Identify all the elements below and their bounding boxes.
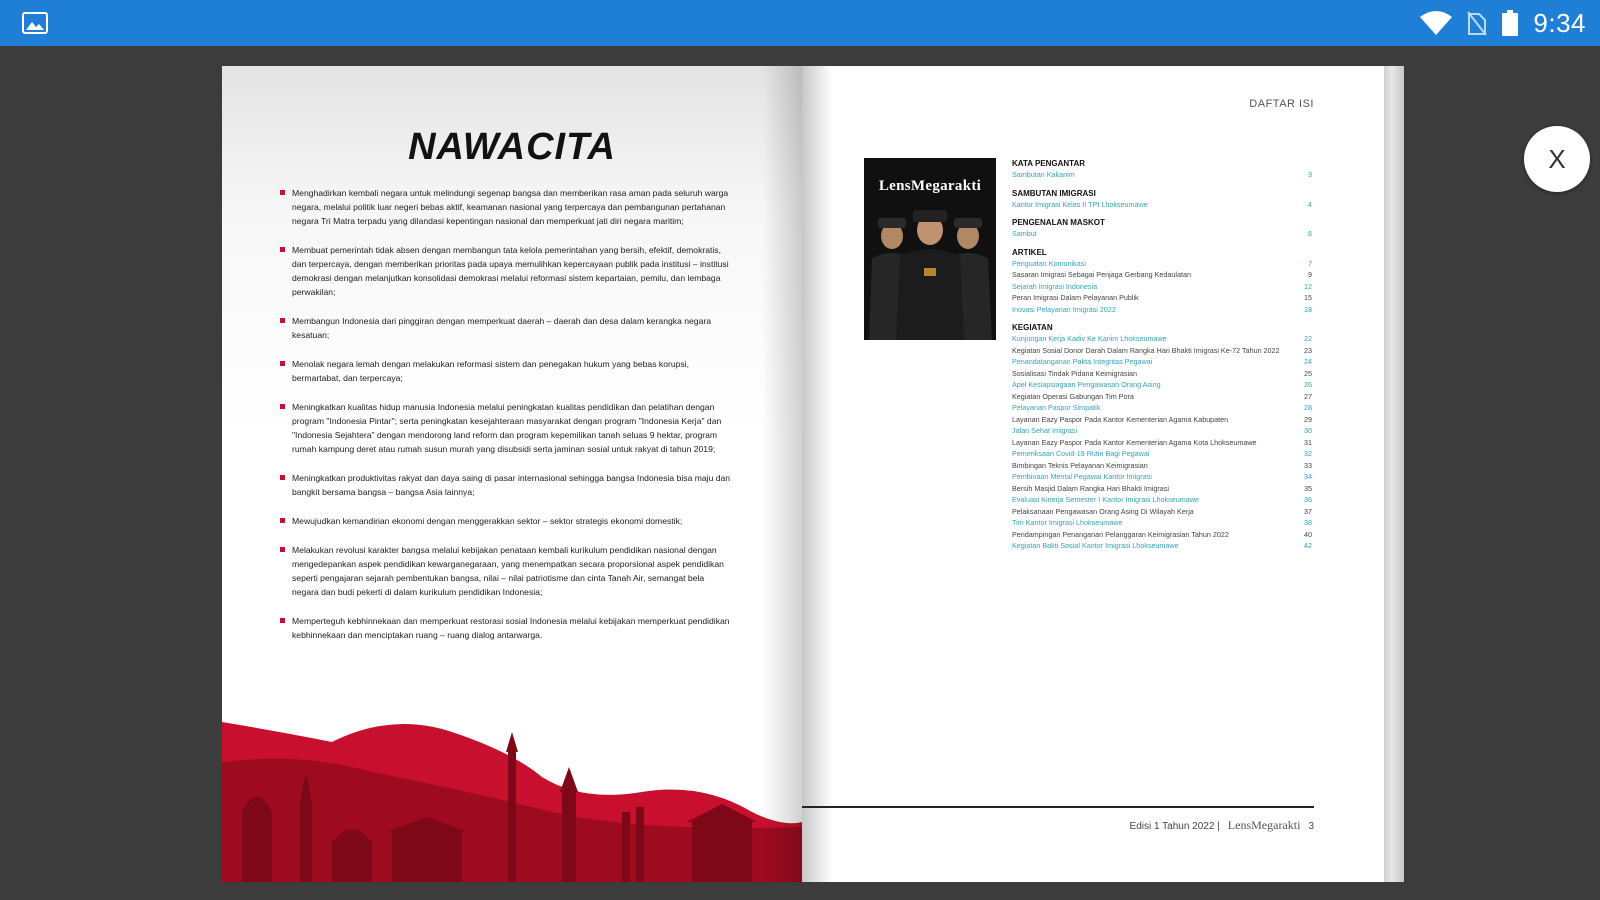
toc-heading: ARTIKEL: [1012, 247, 1047, 257]
toc-heading: KATA PENGANTAR: [1012, 159, 1086, 168]
toc-link[interactable]: Penandatanganan Pakta Integritas Pegawai 24: [1012, 357, 1312, 366]
page-stack-edge: [1384, 66, 1404, 882]
magazine-cover-thumbnail: [864, 158, 996, 340]
toc-link[interactable]: Layanan Eazy Paspor Pada Kantor Kementerian Agama Kota Lhokseumawe 31: [1012, 437, 1312, 447]
page-number: 3: [1308, 821, 1314, 832]
toc-link[interactable]: Apel Kesiapsiagaan Pengawasan Orang Asing 26: [1012, 380, 1312, 389]
footer-divider: [802, 806, 1314, 808]
toc-link[interactable]: Inovasi Pelayanan Imigrasi 2022 18: [1012, 304, 1312, 314]
toc-link[interactable]: Layanan Eazy Paspor Pada Kantor Kementerian Agama Kabupaten 29: [1012, 414, 1312, 424]
toc-link[interactable]: Peran Imigrasi Dalam Pelayanan Publik 15: [1012, 293, 1312, 302]
toc-link[interactable]: Jalan Sehat Imigrasi 30: [1012, 426, 1312, 435]
toc-link[interactable]: Sambut 6: [1012, 229, 1312, 238]
list-item: Menghadirkan kembali negara untuk melindungi segenap bangsa dan memberikan rasa aman pada seluruh warga negara, melalui politik luar negeri bebas aktif, keamanan nasional yang terpercaya dan pembangunan pertahanan negara Tri Matra terpadu yang dilandasi kepentingan nasional dan memperkuat jati diri negara maritim;: [280, 186, 732, 228]
close-icon: X: [1548, 143, 1566, 174]
toc-link[interactable]: Pemeriksaan Covid-19 Rutin Bagi Pegawai 32: [1012, 449, 1312, 458]
list-item: Meningkatkan kualitas hidup manusia Indonesia melalui peningkatan kualitas pendidikan dan pelatihan dengan program "Indonesia Pintar"; serta peningkatan kesejahteraan masyarakat dengan program "Indonesia Kerja" dan "Indonesia Sejahtera" dengan mendorong land reform dan program kepemilikan tanah seluas 9 hektar, program rumah kampung deret atau rumah susun murah yang disubsidi serta jaminan sosial untuk rakyat di tahun 2019;: [280, 400, 732, 456]
left-page[interactable]: [222, 66, 802, 882]
toc-link[interactable]: Bersih Masjid Dalam Rangka Hari Bhakti Imigrasi 35: [1012, 483, 1312, 493]
spine-shadow: [802, 66, 832, 882]
toc-section: [1012, 248, 1312, 316]
list-item: Melakukan revolusi karakter bangsa melalui kebijakan penataan kembali kurikulum pendidikan nasional dengan mengedepankan aspek pendidikan kewarganegaraan, yang menempatkan secara proporsional aspek pendidikan seperti pengajaran sejarah pembentukan bangsa, nilai – nilai patriotisme dan cinta Tanah Air, semangat bela negara dan budi pekerti di dalam kurikulum pendidikan Indonesia;: [280, 543, 732, 599]
list-item: Memperteguh kebhinnekaan dan memperkuat restorasi sosial Indonesia melalui kebijakan memperkuat pendidikan kebhinnekaan dan menciptakan ruang – ruang dialog antarwarga.: [280, 614, 732, 642]
toc-link[interactable]: Pembinaan Mental Pegawai Kantor Imigrasi 34: [1012, 472, 1312, 481]
toc-link[interactable]: Sosialisasi Tindak Pidana Keimigrasian 25: [1012, 368, 1312, 378]
magazine-viewer[interactable]: [0, 46, 1600, 900]
battery-icon: [1501, 9, 1519, 37]
toc-link[interactable]: Kegiatan Bakti Sosial Kantor Imigrasi Lhokseumawe 42: [1012, 541, 1312, 550]
toc-link[interactable]: Kunjungan Kerja Kadiv Ke Kanim Lhokseumawe 22: [1012, 334, 1312, 343]
nawacita-list: [280, 186, 732, 657]
toc-link[interactable]: Sambutan Kakanim 3: [1012, 170, 1312, 179]
toc-section: [1012, 159, 1312, 181]
list-item: Membuat pemerintah tidak absen dengan membangun tata kelola pemerintahan yang bersih, efektif, demokratis, dan terpercaya, dengan memberikan prioritas pada upaya memulihkan kepercayaan publik pada institusi – institusi demokrasi dengan melanjutkan konsolidasi demokrasi melalui reformasi sistem kepartaian, pemilu, dan lembaga perwakilan;: [280, 243, 732, 299]
gallery-icon: [22, 12, 48, 34]
red-skyline-illustration: [222, 722, 802, 882]
toc-link[interactable]: Sejarah Imigrasi Indonesia 12: [1012, 281, 1312, 291]
list-item: Meningkatkan produktivitas rakyat dan daya saing di pasar internasional sehingga bangsa Indonesia bisa maju dan bangkit bersama bangsa – bangsa Asia lainnya;: [280, 471, 732, 499]
toc-label: DAFTAR ISI: [1249, 98, 1314, 110]
toc-link[interactable]: Kegiatan Operasi Gabungan Tim Pora 27: [1012, 391, 1312, 401]
toc-heading: SAMBUTAN IMIGRASI: [1012, 188, 1096, 198]
toc-heading: PENGENALAN MASKOT: [1012, 218, 1105, 227]
close-button[interactable]: [1524, 126, 1590, 192]
page-footer: [1130, 818, 1314, 833]
table-of-contents: [1012, 159, 1312, 560]
toc-section: [1012, 218, 1312, 240]
list-item: Menolak negara lemah dengan melakukan reformasi sistem dan penegakan hukum yang bebas korupsi, bermartabat, dan terpercaya;: [280, 357, 732, 385]
toc-link[interactable]: Pendampingan Penanganan Pelanggaran Keimigrasian Tahun 2022 40: [1012, 529, 1312, 539]
toc-link[interactable]: Bimbingan Teknis Pelayanan Keimigrasian 33: [1012, 460, 1312, 470]
clock: 9:34: [1533, 7, 1586, 38]
toc-link[interactable]: Pelayanan Paspor Simpatik 28: [1012, 403, 1312, 412]
list-item: Mewujudkan kemandirian ekonomi dengan menggerakkan sektor – sektor strategis ekonomi domestik;: [280, 514, 732, 528]
toc-section: [1012, 323, 1312, 552]
right-page[interactable]: [802, 66, 1384, 882]
toc-link[interactable]: Tim Kantor Imigrasi Lhokseumawe 38: [1012, 518, 1312, 527]
officers-photo: [864, 158, 996, 340]
wifi-icon: [1419, 9, 1453, 37]
status-bar: [0, 0, 1600, 46]
toc-link[interactable]: Kegiatan Sosial Donor Darah Dalam Rangka Hari Bhakti Imigrasi Ke-72 Tahun 2022 23: [1012, 345, 1312, 355]
toc-link[interactable]: Pelaksanaan Pengawasan Orang Asing Di Wilayah Kerja 37: [1012, 506, 1312, 516]
no-sim-icon: [1467, 10, 1487, 36]
magazine-brand: LensMegarakti: [1227, 818, 1301, 832]
toc-link[interactable]: Penguatan Komunikasi 7: [1012, 258, 1312, 268]
page-title: NAWACITA: [408, 126, 616, 168]
edition-label: Edisi 1 Tahun 2022 |: [1129, 821, 1220, 832]
toc-link[interactable]: Sasaran Imigrasi Sebagai Penjaga Gerbang Kedaulatan 9: [1012, 270, 1312, 279]
open-magazine-spread[interactable]: [222, 66, 1404, 882]
toc-link[interactable]: Kantor Imigrasi Kelas II TPI Lhokseumawe 4: [1012, 199, 1312, 209]
toc-link[interactable]: Evaluasi Kinerja Semester I Kantor Imigrasi Lhokseumawe 36: [1012, 495, 1312, 504]
toc-section: [1012, 189, 1312, 211]
spine-shadow: [762, 66, 802, 882]
cover-title: LensMegarakti: [878, 178, 982, 194]
toc-heading: KEGIATAN: [1012, 323, 1053, 332]
list-item: Membangun Indonesia dari pinggiran dengan memperkuat daerah – daerah dan desa dalam kerangka negara kesatuan;: [280, 314, 732, 342]
